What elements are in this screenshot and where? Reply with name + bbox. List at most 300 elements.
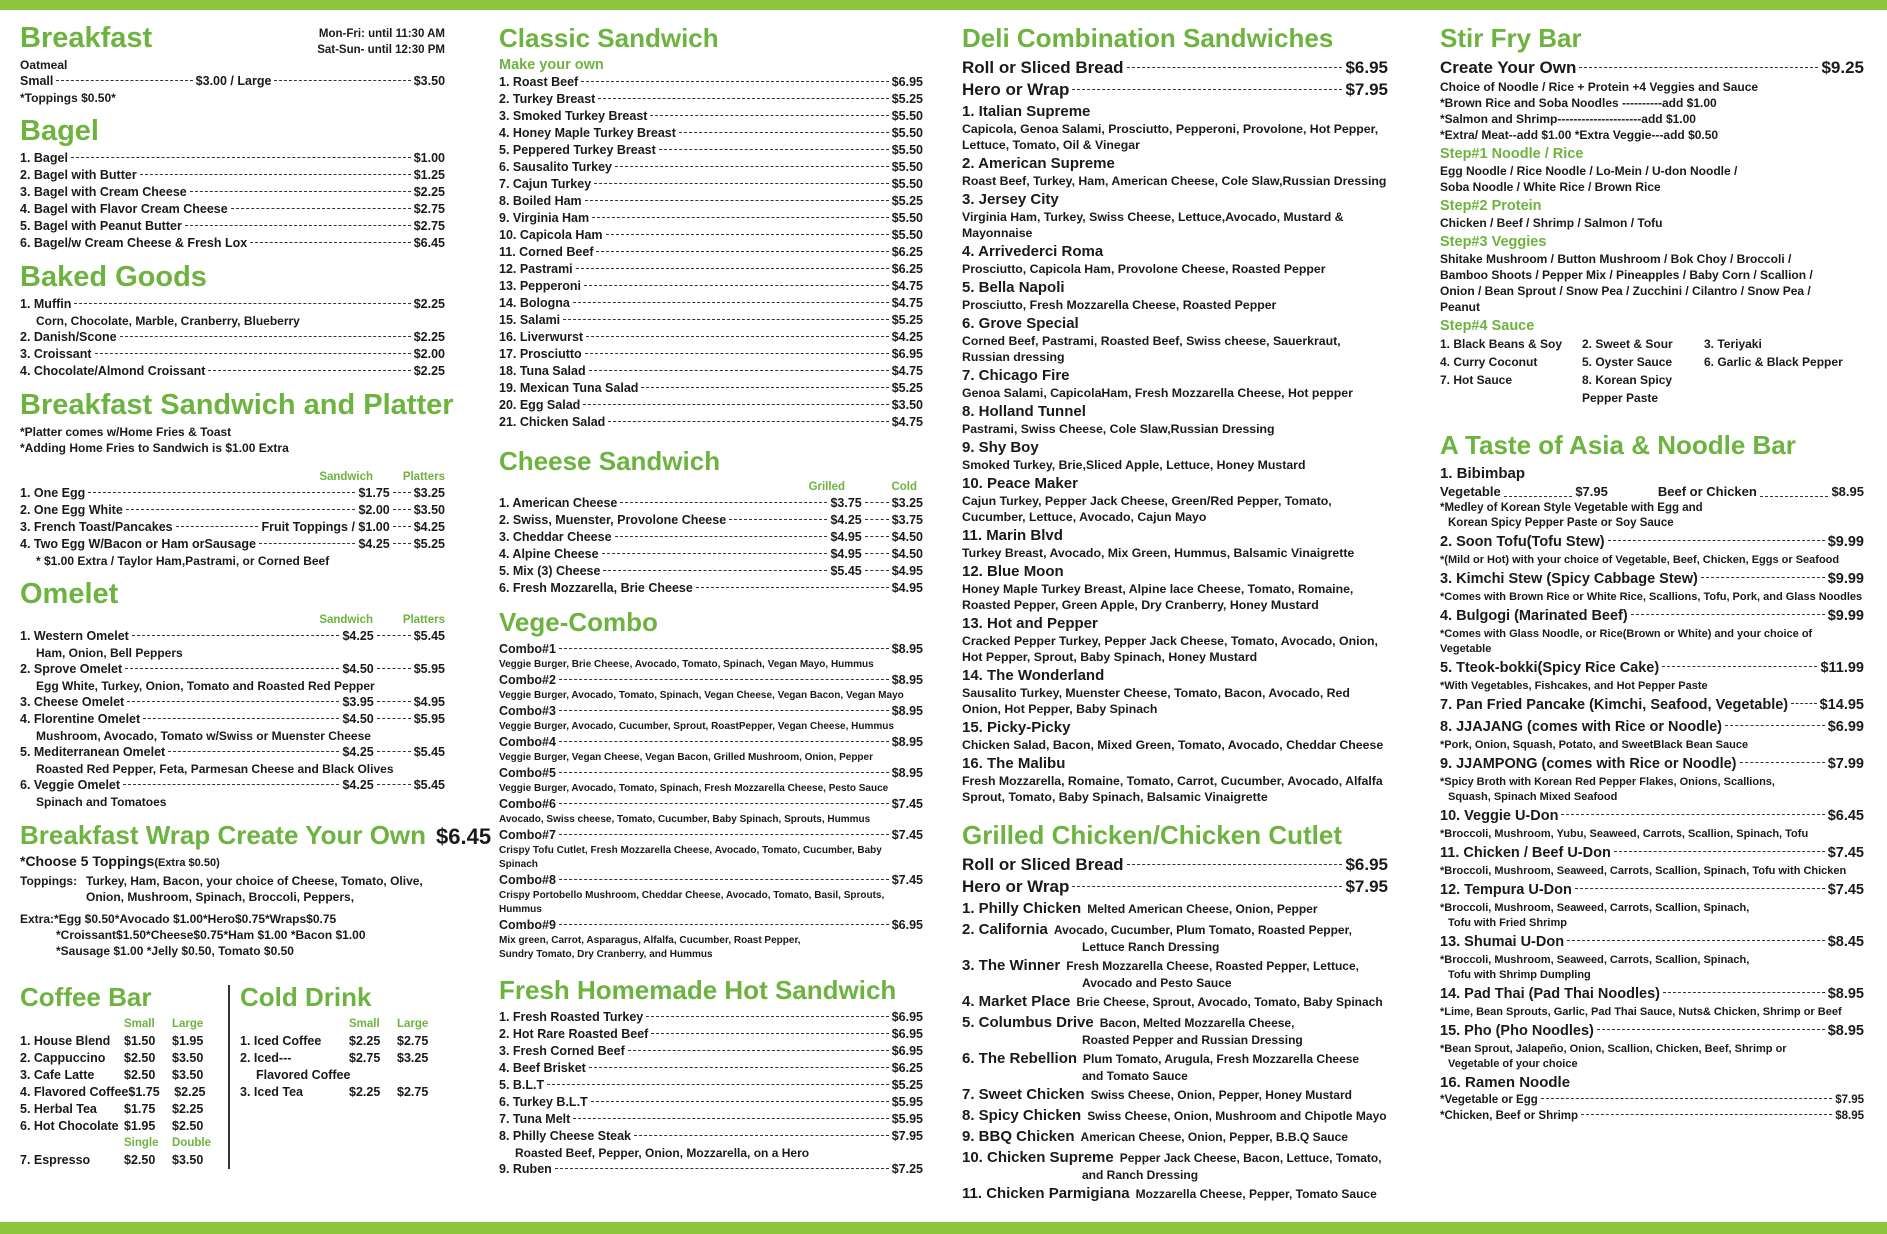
item-price: $8.95 — [891, 704, 923, 718]
price-row: Hero or Wrap $7.95 — [962, 80, 1388, 99]
item-price: $6.25 — [891, 262, 923, 276]
item-description: Vegetable of your choice — [1448, 1058, 1578, 1070]
item-price: $8.45 — [1827, 934, 1864, 950]
cheese-sandwich-section: Cheese Sandwich Grilled Cold 1. American Cheese $3.75 $3.25 2. Swiss, Muenster, Provolone Cheese $4.25 $3.75 3. Cheddar Cheese $4.95 $4.50 4. Alpine Cheese $4.95 $4.50 5. Mix (3) Cheese $5.45 $4.95 6. Fresh Mozzarella, Brie Cheese $4.95 — [499, 446, 923, 595]
grilled-chicken-section — [962, 819, 1388, 1204]
item-description: Prosciutto, Fresh Mozzarella Cheese, Roasted Pepper — [962, 298, 1277, 312]
list-item — [1440, 931, 1864, 953]
item-name: 4. Bagel with Flavor Cream Cheese — [20, 202, 228, 216]
item-price: $2.75 — [413, 219, 445, 233]
item-description: Cracked Pepper Turkey, Pepper Jack Cheese, Tomato, Avocado, Onion, Hot Pepper, Sprout, Baby Spinach, Honey Mustard — [962, 634, 1378, 664]
item-name: 4. Market Place — [962, 993, 1071, 1010]
deli-item-title: 2. American Supreme — [962, 155, 1115, 172]
grilled-price: $5.45 — [830, 564, 862, 578]
small-price: $1.95 — [124, 1119, 156, 1133]
small-price: $2.50 — [124, 1068, 156, 1082]
item-price: $4.75 — [891, 296, 923, 310]
item-description: Crispy Tofu Cutlet, Fresh Mozzarella Cheese, Avocado, Tomato, Cucumber, Baby Spinach — [499, 845, 882, 870]
column-header: Sandwich Platters — [319, 614, 445, 626]
deli-item-title: 8. Holland Tunnel — [962, 403, 1086, 420]
item-description: Brie Cheese, Sprout, Avocado, Tomato, Baby Spinach — [1076, 995, 1383, 1009]
menu-column-2 — [499, 22, 923, 1187]
cold-price: $4.50 — [891, 530, 923, 544]
list-item — [20, 1084, 220, 1101]
item-price: $6.95 — [891, 1010, 923, 1024]
item-description: Smoked Turkey, Brie,Sliced Apple, Lettuce, Honey Mustard — [962, 458, 1306, 472]
item-description: Swiss Cheese, Onion, Mushroom and Chipotle Mayo — [1087, 1109, 1387, 1123]
item-description: Veggie Burger, Avocado, Tomato, Spinach, Fresh Mozzarella Cheese, Pesto Sauce — [499, 783, 889, 794]
item-price: $5.25 — [891, 313, 923, 327]
item-name: 10. Chicken Supreme — [962, 1149, 1114, 1166]
item-name: 11. Corned Beef — [499, 245, 594, 259]
list-item: 1. Western Omelet $4.25 $5.45 — [20, 629, 445, 643]
deli-item-title: 14. The Wonderland — [962, 667, 1105, 684]
item-name: 1. House Blend — [20, 1034, 111, 1048]
top-green-band — [0, 0, 1887, 10]
baked-goods-section — [20, 261, 445, 380]
item-name: 13. Pepperoni — [499, 279, 581, 293]
item-name: 5. Herbal Tea — [20, 1102, 97, 1116]
item-price: $6.95 — [891, 1044, 923, 1058]
item-name: 2. California — [962, 921, 1048, 938]
grilled-price: $3.75 — [830, 496, 862, 510]
list-item — [20, 201, 445, 218]
item-description: Crispy Portobello Mushroom, Cheddar Cheese, Avocado, Tomato, Basil, Sprouts, Hummus — [499, 890, 885, 915]
item-description: Avocado and Pesto Sauce — [1082, 976, 1232, 990]
list-item: 2. One Egg White $2.00 $3.50 — [20, 503, 445, 517]
item-name: 14. Pad Thai (Pad Thai Noodles) — [1440, 986, 1660, 1002]
item-description: *Comes with Brown Rice or White Rice, Scallions, Tofu, Pork, and Glass Noodles — [1440, 591, 1863, 603]
large-price: $2.25 — [174, 1085, 206, 1099]
item-price: $7.45 — [891, 797, 923, 811]
bottom-green-band — [0, 1222, 1887, 1234]
item-name: Combo#8 — [499, 873, 556, 887]
item-price: $4.25 — [891, 330, 923, 344]
item-price: $5.50 — [891, 177, 923, 191]
item-name: 2. Swiss, Muenster, Provolone Cheese — [499, 513, 727, 527]
list-item — [499, 346, 923, 363]
list-item — [499, 1077, 923, 1094]
list-item — [499, 125, 923, 142]
item-description: Roast Beef, Turkey, Ham, American Cheese, Cole Slaw,Russian Dressing — [962, 174, 1387, 188]
list-item — [1440, 694, 1864, 716]
grilled-item-title — [962, 920, 1388, 940]
grilled-price: $4.95 — [830, 530, 862, 544]
grilled-item-title — [962, 1184, 1388, 1204]
item-name: 3. Kimchi Stew (Spicy Cabbage Stew) — [1440, 571, 1698, 587]
item-price: $8.95 — [891, 735, 923, 749]
grilled-item-title — [962, 1013, 1388, 1033]
list-item: 4. Two Egg W/Bacon or Ham orSausage $4.25 $5.25 — [20, 537, 445, 551]
list-item: 3. French Toast/Pancakes Fruit Toppings / $1.00 $4.25 — [20, 520, 445, 534]
item-name: 1. Fresh Roasted Turkey — [499, 1010, 644, 1024]
item-name: 10. Veggie U-Don — [1440, 808, 1559, 824]
item-price: $6.99 — [1827, 719, 1864, 735]
item-description: Squash, Spinach Mixed Seafood — [1448, 791, 1618, 803]
list-item — [499, 74, 923, 91]
list-item — [499, 380, 923, 397]
item-price: $7.45 — [891, 828, 923, 842]
item-name: 13. Shumai U-Don — [1440, 934, 1565, 950]
item-name: 8. Boiled Ham — [499, 194, 582, 208]
item-name: 4. Honey Maple Turkey Breast — [499, 126, 676, 140]
grilled-item-title — [962, 1085, 1388, 1105]
item-description: *Broccoli, Mushroom, Seaweed, Carrots, Scallion, Spinach, Tofu with Chicken — [1440, 865, 1847, 877]
item-name: 3. Cafe Latte — [20, 1068, 95, 1082]
list-item — [1440, 1020, 1864, 1042]
stir-fry-section: Stir Fry Bar Create Your Own $9.25 Choice of Noodle / Rice + Protein +4 Veggies and Sauce *Brown Rice and Soba Noodles ----------add $1.00 *Salmon and Shrimp---------------------add $1.00 *Extra/ Meat--add $1.00 *Extra Veggie---add $0.50 Step#1 Noodle / Rice Egg Noodle / Rice Noodle / Lo-Mein / U-don Noodle / Soba Noodle / White Rice / Brown Rice Step#2 Protein Chicken / Beef / Shrimp / Salmon / Tofu Step#3 Veggies Shitake Mushroom / Button Mushroom / Bok Choy / Broccoli / Bamboo Shoots / Pepper Mix / Pineapples / Baby Corn / Scallion / Onion / Bean Sprout / Snow Pea / Zucchini / Cilantro / Snow Pea / Peanut Step#4 Sauce 1. Black Beans & Soy 2. Sweet & Sour 3. Teriyaki 4. Curry Coconut 5. Oyster Sauce 6. Garlic & Black Pepper 7. Hot Sauce 8. Korean Spicy Pepper Paste — [1440, 23, 1864, 405]
item-description: *Bean Sprout, Jalapeño, Onion, Scallion, Chicken, Beef, Shrimp or — [1440, 1043, 1787, 1055]
list-item — [499, 872, 923, 889]
item-description: *With Vegetables, Fishcakes, and Hot Pepper Paste — [1440, 680, 1708, 692]
item-name: 21. Chicken Salad — [499, 415, 606, 429]
list-item — [499, 703, 923, 720]
item-description: American Cheese, Onion, Pepper, B.B.Q Sauce — [1080, 1130, 1348, 1144]
stir-fry-heading: Stir Fry Bar — [1440, 23, 1582, 53]
large-price: $3.50 — [172, 1068, 204, 1082]
list-item — [1440, 753, 1864, 775]
item-description: Virginia Ham, Turkey, Swiss Cheese, Lettuce,Avocado, Mustard & Mayonnaise — [962, 210, 1344, 240]
cold-price: $4.95 — [891, 564, 923, 578]
item-name: 5. Tteok-bokki(Spicy Rice Cake) — [1440, 660, 1660, 676]
large-price: $2.25 — [172, 1102, 204, 1116]
list-item — [499, 142, 923, 159]
list-item — [499, 210, 923, 227]
item-description: Fresh Mozzarella Cheese, Roasted Pepper, Lettuce, — [1066, 959, 1359, 973]
item-price: $5.25 — [891, 1078, 923, 1092]
item-name: 12. Tempura U-Don — [1440, 882, 1572, 898]
asia-section: A Taste of Asia & Noodle Bar 1. Bibimbap Vegetable $7.95 Beef or Chicken $8.95 *Medley of Korean Style Vegetable with Egg and Korean Spicy Pepper Paste or Soy Sauce 2. Soon Tofu(Tofu Stew) $9.99 *(Mild or Hot) with your choice of Vegetable, Beef, Chicken, Eggs or Seafood 3. Kimchi Stew (Spicy Cabbage Stew) $9.99 *Comes with Brown Rice or White Rice, Scallions, Tofu, Pork, and Glass Noodles 4. Bulgogi (Marinated Beef) $9.99 *Comes with Glass Noodle, or Rice(Brown or White) and your choice of Vegetable 5. Tteok-bokki(Spicy Rice Cake) $11.99 *With Vegetables, Fishcakes, and Hot Pepper Paste 7. Pan Fried Pancake (Kimchi, Seafood, Vegetable) $14.95 8. JJAJANG (comes with Rice or Noodle) $6.99 *Pork, Onion, Squash, Potato, and SweetBlack Bean Sauce 9. JJAMPONG (comes with Rice or Noodle) $7.99 *Spicy Broth with Korean Red Pepper Flakes, Onions, Scallions, Squash, Spinach Mixed Seafood 10. Veggie U-Don $6.45 *Broccoli, Mushroom, Yubu, Seaweed, Carrots, Scallion, Spinach, Tofu 11. Chicken / Beef U-Don $7.45 *Broccoli, Mushroom, Seaweed, Carrots, Scallion, Spinach, Tofu with Chicken 12. Tempura U-Don $7.45 *Broccoli, Mushroom, Seaweed, Carrots, Scallion, Spinach, Tofu with Fried Shrimp 13. Shumai U-Don $8.45 *Broccoli, Mushroom, Seaweed, Carrots, Scallion, Spinach, Tofu with Shrimp Dumpling 14. Pad Thai (Pad Thai Noodles) $8.95 *Lime, Bean Sprouts, Garlic, Pad Thai Sauce, Nuts& Chicken, Shrimp or Beef 15. Pho (Pho Noodles) $8.95 *Bean Sprout, Jalapeño, Onion, Scallion, Chicken, Beef, Shrimp or Vegetable of your choice 16. Ramen Noodle *Vegetable or Egg $7.95 *Chicken, Beef or Shrimp $8.95 — [1440, 430, 1864, 1122]
item-name: 12. Pastrami — [499, 262, 573, 276]
large-price: $1.95 — [172, 1034, 204, 1048]
sauce-item — [1704, 371, 1854, 407]
omelet-heading: Omelet — [20, 578, 119, 610]
list-item: 3. Croissant $2.00 — [20, 347, 445, 361]
list-item: 7. Espresso $2.50 $3.50 — [20, 1153, 204, 1167]
item-price: $8.95 — [891, 673, 923, 687]
list-item — [499, 397, 923, 414]
list-item: *Chicken, Beef or Shrimp $8.95 — [1440, 1110, 1864, 1122]
list-item — [499, 1043, 923, 1060]
sauce-item: 8. Korean Spicy Pepper Paste — [1582, 373, 1673, 405]
item-name: 5. Bagel with Peanut Butter — [20, 219, 182, 233]
deli-item-title: 13. Hot and Pepper — [962, 615, 1098, 632]
list-item — [499, 278, 923, 295]
item-description: Tofu with Shrimp Dumpling — [1448, 969, 1591, 981]
item-name: 19. Mexican Tuna Salad — [499, 381, 639, 395]
item-description: Roasted Pepper and Russian Dressing — [1082, 1033, 1303, 1047]
item-name: 7. Sweet Chicken — [962, 1086, 1085, 1103]
item-price: $8.95 — [891, 642, 923, 656]
cold-drink-heading: Cold Drink — [240, 982, 372, 1012]
item-price: $6.25 — [891, 245, 923, 259]
list-item — [499, 227, 923, 244]
list-item — [1440, 805, 1864, 827]
item-price: $2.75 — [413, 202, 445, 216]
coffee-bar-heading: Coffee Bar — [20, 982, 152, 1012]
item-name: 3. Cheddar Cheese — [499, 530, 612, 544]
list-item — [1440, 657, 1864, 679]
item-name: 7. Cajun Turkey — [499, 177, 592, 191]
item-price: $9.99 — [1827, 571, 1864, 587]
list-item — [1440, 842, 1864, 864]
grilled-item-title — [962, 899, 1388, 919]
omelet-section: Omelet Sandwich Platters 1. Western Omelet $4.25 $5.45 Ham, Onion, Bell Peppers 2. Sprove Omelet $4.50 $5.95 Egg White, Turkey, Onion, Tomato and Roasted Red Pepper 3. Cheese Omelet $3.95 $4.95 4. Florentine Omelet $4.50 $5.95 Mushroom, Avocado, Tomato w/Swiss or Muenster Cheese 5. Mediterranean Omelet $4.25 $5.45 Roasted Red Pepper, Feta, Parmesan Cheese and Black Olives 6. Veggie Omelet $4.25 $5.45 Spinach and Tomatoes — [20, 578, 445, 809]
item-description: *Broccoli, Mushroom, Yubu, Seaweed, Carrots, Scallion, Spinach, Tofu — [1440, 828, 1809, 840]
sauce-item: 2. Sweet & Sour — [1582, 337, 1673, 351]
item-name: 4. Bulgogi (Marinated Beef) — [1440, 608, 1628, 624]
item-price: $6.95 — [891, 1027, 923, 1041]
item-price: $7.45 — [1827, 882, 1864, 898]
list-item: 4. Chocolate/Almond Croissant $2.25 — [20, 364, 445, 378]
item-name: 2. Bagel with Butter — [20, 168, 137, 182]
drinks-section — [20, 981, 445, 1169]
list-item — [1440, 879, 1864, 901]
list-item — [499, 512, 923, 529]
item-description: Corned Beef, Pastrami, Roasted Beef, Swiss cheese, Sauerkraut, Russian dressing — [962, 334, 1341, 364]
deli-heading: Deli Combination Sandwiches — [962, 23, 1334, 53]
item-price: $6.25 — [891, 1061, 923, 1075]
grilled-chicken-heading: Grilled Chicken/Chicken Cutlet — [962, 820, 1342, 850]
item-price: $8.95 — [1827, 1023, 1864, 1039]
bibimbap-prices: Vegetable $7.95 Beef or Chicken $8.95 — [1440, 483, 1864, 501]
item-description: Tofu with Fried Shrimp — [1448, 917, 1567, 929]
item-name: 3. Smoked Turkey Breast — [499, 109, 648, 123]
item-description: *Spicy Broth with Korean Red Pepper Flakes, Onions, Scallions, — [1440, 776, 1775, 788]
sauce-item: 6. Garlic & Black Pepper — [1704, 355, 1843, 369]
deli-item-title: 5. Bella Napoli — [962, 279, 1065, 296]
item-name: 8. Philly Cheese Steak — [499, 1129, 632, 1143]
list-item — [1440, 983, 1864, 1005]
small-price: $1.75 — [124, 1102, 156, 1116]
item-description: Avocado, Cucumber, Plum Tomato, Roasted Pepper, — [1053, 923, 1352, 937]
item-description: Mozzarella Cheese, Pepper, Tomato Sauce — [1135, 1187, 1377, 1201]
item-description: Veggie Burger, Avocado, Tomato, Spinach, Vegan Cheese, Vegan Bacon, Vegan Mayo — [499, 690, 904, 701]
item-price: $7.99 — [1827, 756, 1864, 772]
item-description: *Comes with Glass Noodle, or Rice(Brown or White) and your choice of Vegetable — [1440, 628, 1813, 655]
list-item — [499, 261, 923, 278]
item-name: 3. Bagel with Cream Cheese — [20, 185, 187, 199]
list-item: 4. Florentine Omelet $4.50 $5.95 — [20, 712, 445, 726]
deli-section — [962, 22, 1388, 805]
list-item — [499, 1128, 923, 1145]
item-price: $6.95 — [891, 75, 923, 89]
grilled-price: $4.95 — [830, 547, 862, 561]
item-name: Combo#1 — [499, 642, 556, 656]
sauce-list — [1440, 335, 1864, 407]
item-description: Avocado, Swiss cheese, Tomato, Cucumber, Baby Spinach, Sprouts, Hummus — [499, 814, 871, 825]
deli-item-title: 3. Jersey City — [962, 191, 1059, 208]
bagel-section — [20, 115, 445, 252]
menu-column-4 — [1440, 22, 1864, 1133]
item-description: Genoa Salami, CapicolaHam, Fresh Mozzarella Cheese, Hot pepper — [962, 386, 1353, 400]
item-description: Chicken Salad, Bacon, Mixed Green, Tomato, Avocado, Cheddar Cheese — [962, 738, 1384, 752]
list-item — [499, 827, 923, 844]
item-price: $7.95 — [891, 1129, 923, 1143]
item-price: $7.45 — [1827, 845, 1864, 861]
sauce-item: 7. Hot Sauce — [1440, 373, 1513, 387]
large-price: $3.50 — [172, 1051, 204, 1065]
item-price: $4.75 — [891, 279, 923, 293]
item-name: 4. Beef Brisket — [499, 1061, 586, 1075]
breakfast-heading: Breakfast — [20, 22, 153, 54]
item-name: 14. Bologna — [499, 296, 570, 310]
item-name: Combo#7 — [499, 828, 556, 842]
grilled-item-title — [962, 992, 1388, 1012]
grilled-item-title — [962, 1049, 1388, 1069]
item-price: $5.25 — [891, 194, 923, 208]
asia-heading: A Taste of Asia & Noodle Bar — [1440, 430, 1796, 460]
item-price: $5.50 — [891, 160, 923, 174]
list-item — [499, 765, 923, 782]
item-name: 2. Hot Rare Roasted Beef — [499, 1027, 649, 1041]
item-price: $6.45 — [1827, 808, 1864, 824]
list-item — [1440, 531, 1864, 553]
deli-item-title: 15. Picky-Picky — [962, 719, 1071, 736]
list-item — [20, 1050, 220, 1067]
item-name: 15. Pho (Pho Noodles) — [1440, 1023, 1594, 1039]
item-price: $6.45 — [413, 236, 445, 250]
price-row: Roll or Sliced Bread $6.95 — [962, 58, 1388, 77]
grilled-item-title — [962, 1106, 1388, 1126]
item-description: and Ranch Dressing — [1082, 1168, 1199, 1182]
list-item — [499, 414, 923, 431]
list-item — [499, 1009, 923, 1026]
item-description: Turkey Breast, Avocado, Mix Green, Hummus, Balsamic Vinaigrette — [962, 546, 1355, 560]
classic-sandwich-heading: Classic Sandwich — [499, 23, 719, 53]
item-name: 7. Tuna Melt — [499, 1112, 571, 1126]
list-item — [499, 1060, 923, 1077]
list-item — [499, 546, 923, 563]
item-price: $1.25 — [413, 168, 445, 182]
item-name: 7. Pan Fried Pancake (Kimchi, Seafood, Vegetable) — [1440, 697, 1789, 713]
baked-goods-heading: Baked Goods — [20, 261, 207, 293]
list-item: 2. Sprove Omelet $4.50 $5.95 — [20, 662, 445, 676]
list-item: 3. Iced Tea $2.25 $2.75 — [240, 1085, 429, 1099]
item-price: $8.95 — [891, 766, 923, 780]
list-item: *Vegetable or Egg $7.95 — [1440, 1094, 1864, 1106]
item-name: 5. B.L.T — [499, 1078, 545, 1092]
list-item — [20, 1067, 220, 1084]
item-price: $1.00 — [413, 151, 445, 165]
item-name: 8. JJAJANG (comes with Rice or Noodle) — [1440, 719, 1723, 735]
list-item — [499, 108, 923, 125]
toppings-note: *Toppings $0.50* — [20, 91, 116, 105]
item-name: 6. Sausalito Turkey — [499, 160, 613, 174]
cold-price: $3.25 — [891, 496, 923, 510]
item-price: $2.25 — [413, 185, 445, 199]
item-description: Veggie Burger, Avocado, Cucumber, Sprout, RoastPepper, Vegan Cheese, Hummus — [499, 721, 894, 732]
price-row: Roll or Sliced Bread $6.95 — [962, 855, 1388, 874]
item-name: 5. Peppered Turkey Breast — [499, 143, 656, 157]
item-description: Veggie Burger, Brie Cheese, Avocado, Tomato, Spinach, Vegan Mayo, Hummus — [499, 659, 874, 670]
breakfast-wrap-section: Breakfast Wrap Create Your Own $6.45 *Choose 5 Toppings(Extra $0.50) Toppings: Turkey, Ham, Bacon, your choice of Cheese, Tomato, Olive, Onion, Mushroom, Spinach, Broccoli, Peppers, Extra:*Egg $0.50*Avocado $1.00*Hero$0.75*Wraps$0.75 *Croissant$1.50*Cheese$0.75*Ham $1.00 *Bacon $1.00 *Sausage $1.00 *Jelly $0.50, Tomato $0.50 — [20, 820, 492, 958]
list-item — [499, 1111, 923, 1128]
item-name: 1. American Cheese — [499, 496, 618, 510]
breakfast-hours: Mon-Fri: until 11:30 AM Sat-Sun- until 12:30 PM — [317, 28, 445, 56]
item-name: Combo#2 — [499, 673, 556, 687]
breakfast-wrap-heading: Breakfast Wrap Create Your Own — [20, 820, 427, 850]
list-item: 9. Ruben $7.25 — [499, 1162, 923, 1176]
list-item — [20, 150, 445, 167]
item-description: *Broccoli, Mushroom, Seaweed, Carrots, Scallion, Spinach, — [1440, 902, 1750, 914]
breakfast-sandwich-section: Breakfast Sandwich and Platter *Platter comes w/Home Fries & Toast *Adding Home Fries to Sandwich is $1.00 Extra Sandwich Platters 1. One Egg $1.75 $3.25 2. One Egg White $2.00 $3.50 3. French Toast/Pancakes Fruit Toppings / $1.00 $4.25 4. Two Egg W/Bacon or Ham orSausage $4.25 $5.25 * $1.00 Extra / Taylor Ham,Pastrami, or Corned Beef — [20, 389, 454, 568]
list-item — [20, 218, 445, 235]
list-item — [20, 1101, 220, 1118]
item-name: Combo#4 — [499, 735, 556, 749]
item-name: 20. Egg Salad — [499, 398, 581, 412]
deli-item-title: 12. Blue Moon — [962, 563, 1064, 580]
list-item — [20, 1033, 220, 1050]
grilled-item-title — [962, 956, 1388, 976]
list-item — [499, 1094, 923, 1111]
deli-item-title: 4. Arrivederci Roma — [962, 243, 1104, 260]
item-description: *Pork, Onion, Squash, Potato, and SweetBlack Bean Sauce — [1440, 739, 1749, 751]
item-name: 2. Cappuccino — [20, 1051, 106, 1065]
list-item — [499, 1026, 923, 1043]
deli-item-title: 10. Peace Maker — [962, 475, 1078, 492]
item-description: Sausalito Turkey, Muenster Cheese, Tomato, Bacon, Avocado, Red Onion, Hot Pepper, Baby Spinach — [962, 686, 1350, 716]
item-description: Honey Maple Turkey Breast, Alpine lace Cheese, Tomato, Romaine, Roasted Pepper, Green Apple, Dry Cranberry, Honey Mustard — [962, 582, 1354, 612]
list-item: 3. Cheese Omelet $3.95 $4.95 — [20, 695, 445, 709]
list-item — [20, 1118, 220, 1135]
sauce-item: 4. Curry Coconut — [1440, 355, 1538, 369]
item-price: $14.95 — [1819, 697, 1864, 713]
price-row: Create Your Own $9.25 — [1440, 58, 1864, 77]
item-description: Prosciutto, Capicola Ham, Provolone Cheese, Roasted Pepper — [962, 262, 1326, 276]
item-description: Plum Tomato, Arugula, Fresh Mozzarella Cheese — [1083, 1052, 1360, 1066]
list-item — [499, 329, 923, 346]
item-price: $5.95 — [891, 1095, 923, 1109]
item-price: $4.75 — [891, 415, 923, 429]
list-item — [20, 184, 445, 201]
small-price: $2.50 — [124, 1051, 156, 1065]
list-item — [499, 193, 923, 210]
cheese-sandwich-heading: Cheese Sandwich — [499, 446, 721, 476]
item-name: Combo#3 — [499, 704, 556, 718]
cold-price: $3.75 — [891, 513, 923, 527]
list-item: 6. Fresh Mozzarella, Brie Cheese $4.95 — [499, 581, 923, 595]
item-name: 4. Flavored Coffee — [20, 1085, 129, 1099]
list-item — [499, 244, 923, 261]
cold-drink: Cold Drink Small Large 1. Iced Coffee $2.25 $2.75 2. Iced--- $2.75 $3.25 Flavored Coffee 3. Iced Tea $2.25 $2.75 — [240, 981, 445, 1169]
item-price: $5.50 — [891, 211, 923, 225]
menu-column-1 — [20, 22, 492, 1169]
item-description: and Tomato Sauce — [1082, 1069, 1188, 1083]
item-name: 2. Turkey Breast — [499, 92, 596, 106]
list-item — [499, 176, 923, 193]
list-item: Combo#9 $6.95 — [499, 918, 923, 932]
list-item: 1. Muffin $2.25 — [20, 297, 445, 311]
list-item — [499, 563, 923, 580]
column-header: Sandwich Platters — [319, 471, 445, 483]
item-price: $5.50 — [891, 228, 923, 242]
item-name: 18. Tuna Salad — [499, 364, 586, 378]
sauce-item: 3. Teriyaki — [1704, 337, 1762, 351]
cold-price: $4.50 — [891, 547, 923, 561]
deli-item-title: 11. Marin Blvd — [962, 527, 1063, 544]
price-row: Hero or Wrap $7.95 — [962, 877, 1388, 896]
item-name: 4. Alpine Cheese — [499, 547, 599, 561]
sauce-item: 5. Oyster Sauce — [1582, 355, 1673, 369]
item-price: $5.95 — [891, 1112, 923, 1126]
item-description: Fresh Mozzarella, Romaine, Tomato, Carrot, Cucumber, Avocado, Alfalfa Sprout, Tomato, Baby Spinach, Balsamic Vinaigrette — [962, 774, 1383, 804]
breakfast-wrap-price: $6.45 — [436, 824, 492, 849]
item-name: 17. Prosciutto — [499, 347, 582, 361]
list-item — [499, 91, 923, 108]
oatmeal-row: Small $3.00 / Large $3.50 — [20, 74, 446, 88]
list-item — [499, 295, 923, 312]
